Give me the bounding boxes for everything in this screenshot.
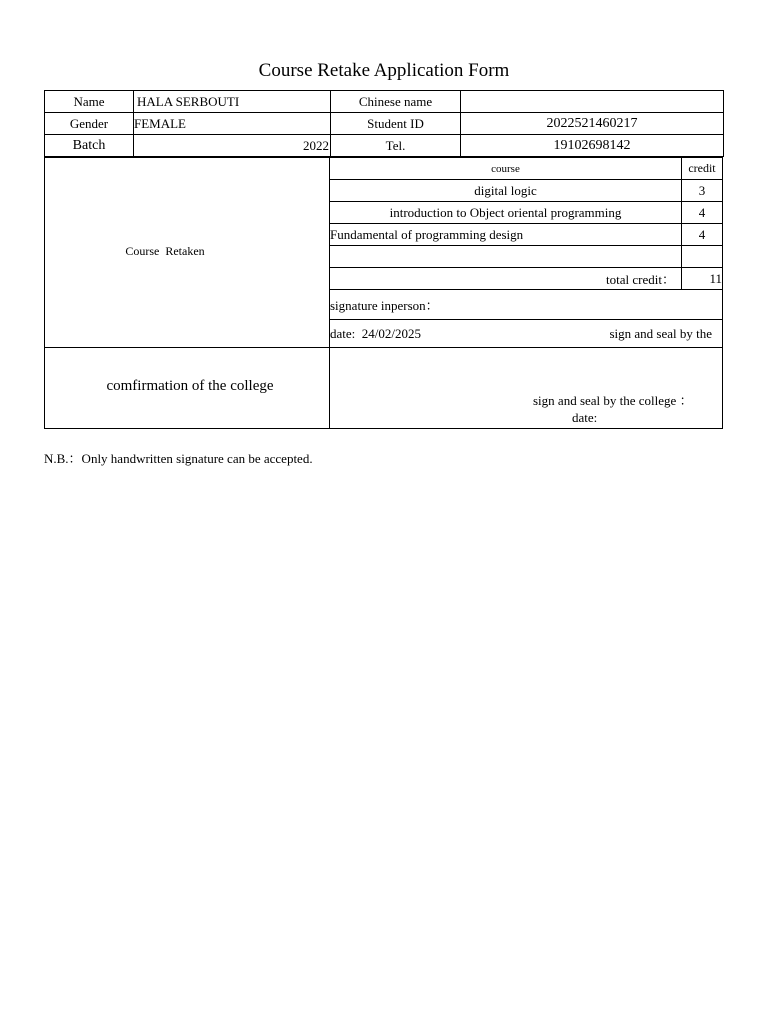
course-name: Fundamental of programming design [330,224,682,245]
name-label: Name [45,91,134,113]
total-credit-row [330,268,722,290]
total-credit-value: 11 [709,270,722,286]
date-label: date: 24/02/2025 [330,325,421,341]
student-id-value: 2022521460217 [461,113,724,135]
footnote: N.B.：Only handwritten signature can be accepted. [44,451,313,466]
credit-column-header: credit [688,161,716,175]
tel-label: Tel. [331,135,461,157]
college-confirmation-section [44,348,723,429]
college-sign-seal-label: sign and seal by the college ： [533,393,693,408]
course-retaken-label: Course Retaken [125,244,205,258]
gender-value: FEMALE [134,113,331,135]
form-title: Course Retake Application Form [258,60,510,81]
total-credit-label: total credit： [330,268,682,289]
course-name: introduction to Object oriental programming [330,202,682,223]
batch-value: 2022 [134,135,331,157]
signature-label: signature inperson： [330,298,439,313]
course-column-header: course [330,158,682,179]
course-retaken-cell [45,158,330,347]
confirmation-label: comfirmation of the college [106,378,274,394]
student-id-label: Student ID [331,113,461,135]
course-name [330,246,682,267]
chinese-name-value [461,91,724,113]
date-row [330,320,722,347]
batch-label: Batch [45,135,134,157]
confirmation-label-cell [45,348,330,428]
course-row [330,180,722,202]
signature-row [330,290,722,320]
course-credit: 3 [698,182,706,198]
student-info-table [44,90,724,157]
course-header-row [330,158,722,180]
gender-label: Gender [45,113,134,135]
course-retaken-section [44,157,723,348]
college-date-label: date: [572,410,598,425]
name-value: HALA SERBOUTI [134,91,331,113]
course-credit: 4 [698,226,706,242]
course-credit [682,246,722,267]
course-row [330,202,722,224]
chinese-name-label: Chinese name [331,91,461,113]
sign-seal-label: sign and seal by the [609,325,712,341]
course-name: digital logic [330,180,682,201]
tel-value: 19102698142 [461,135,724,157]
course-row [330,224,722,246]
course-row [330,246,722,268]
course-credit: 4 [698,204,706,220]
